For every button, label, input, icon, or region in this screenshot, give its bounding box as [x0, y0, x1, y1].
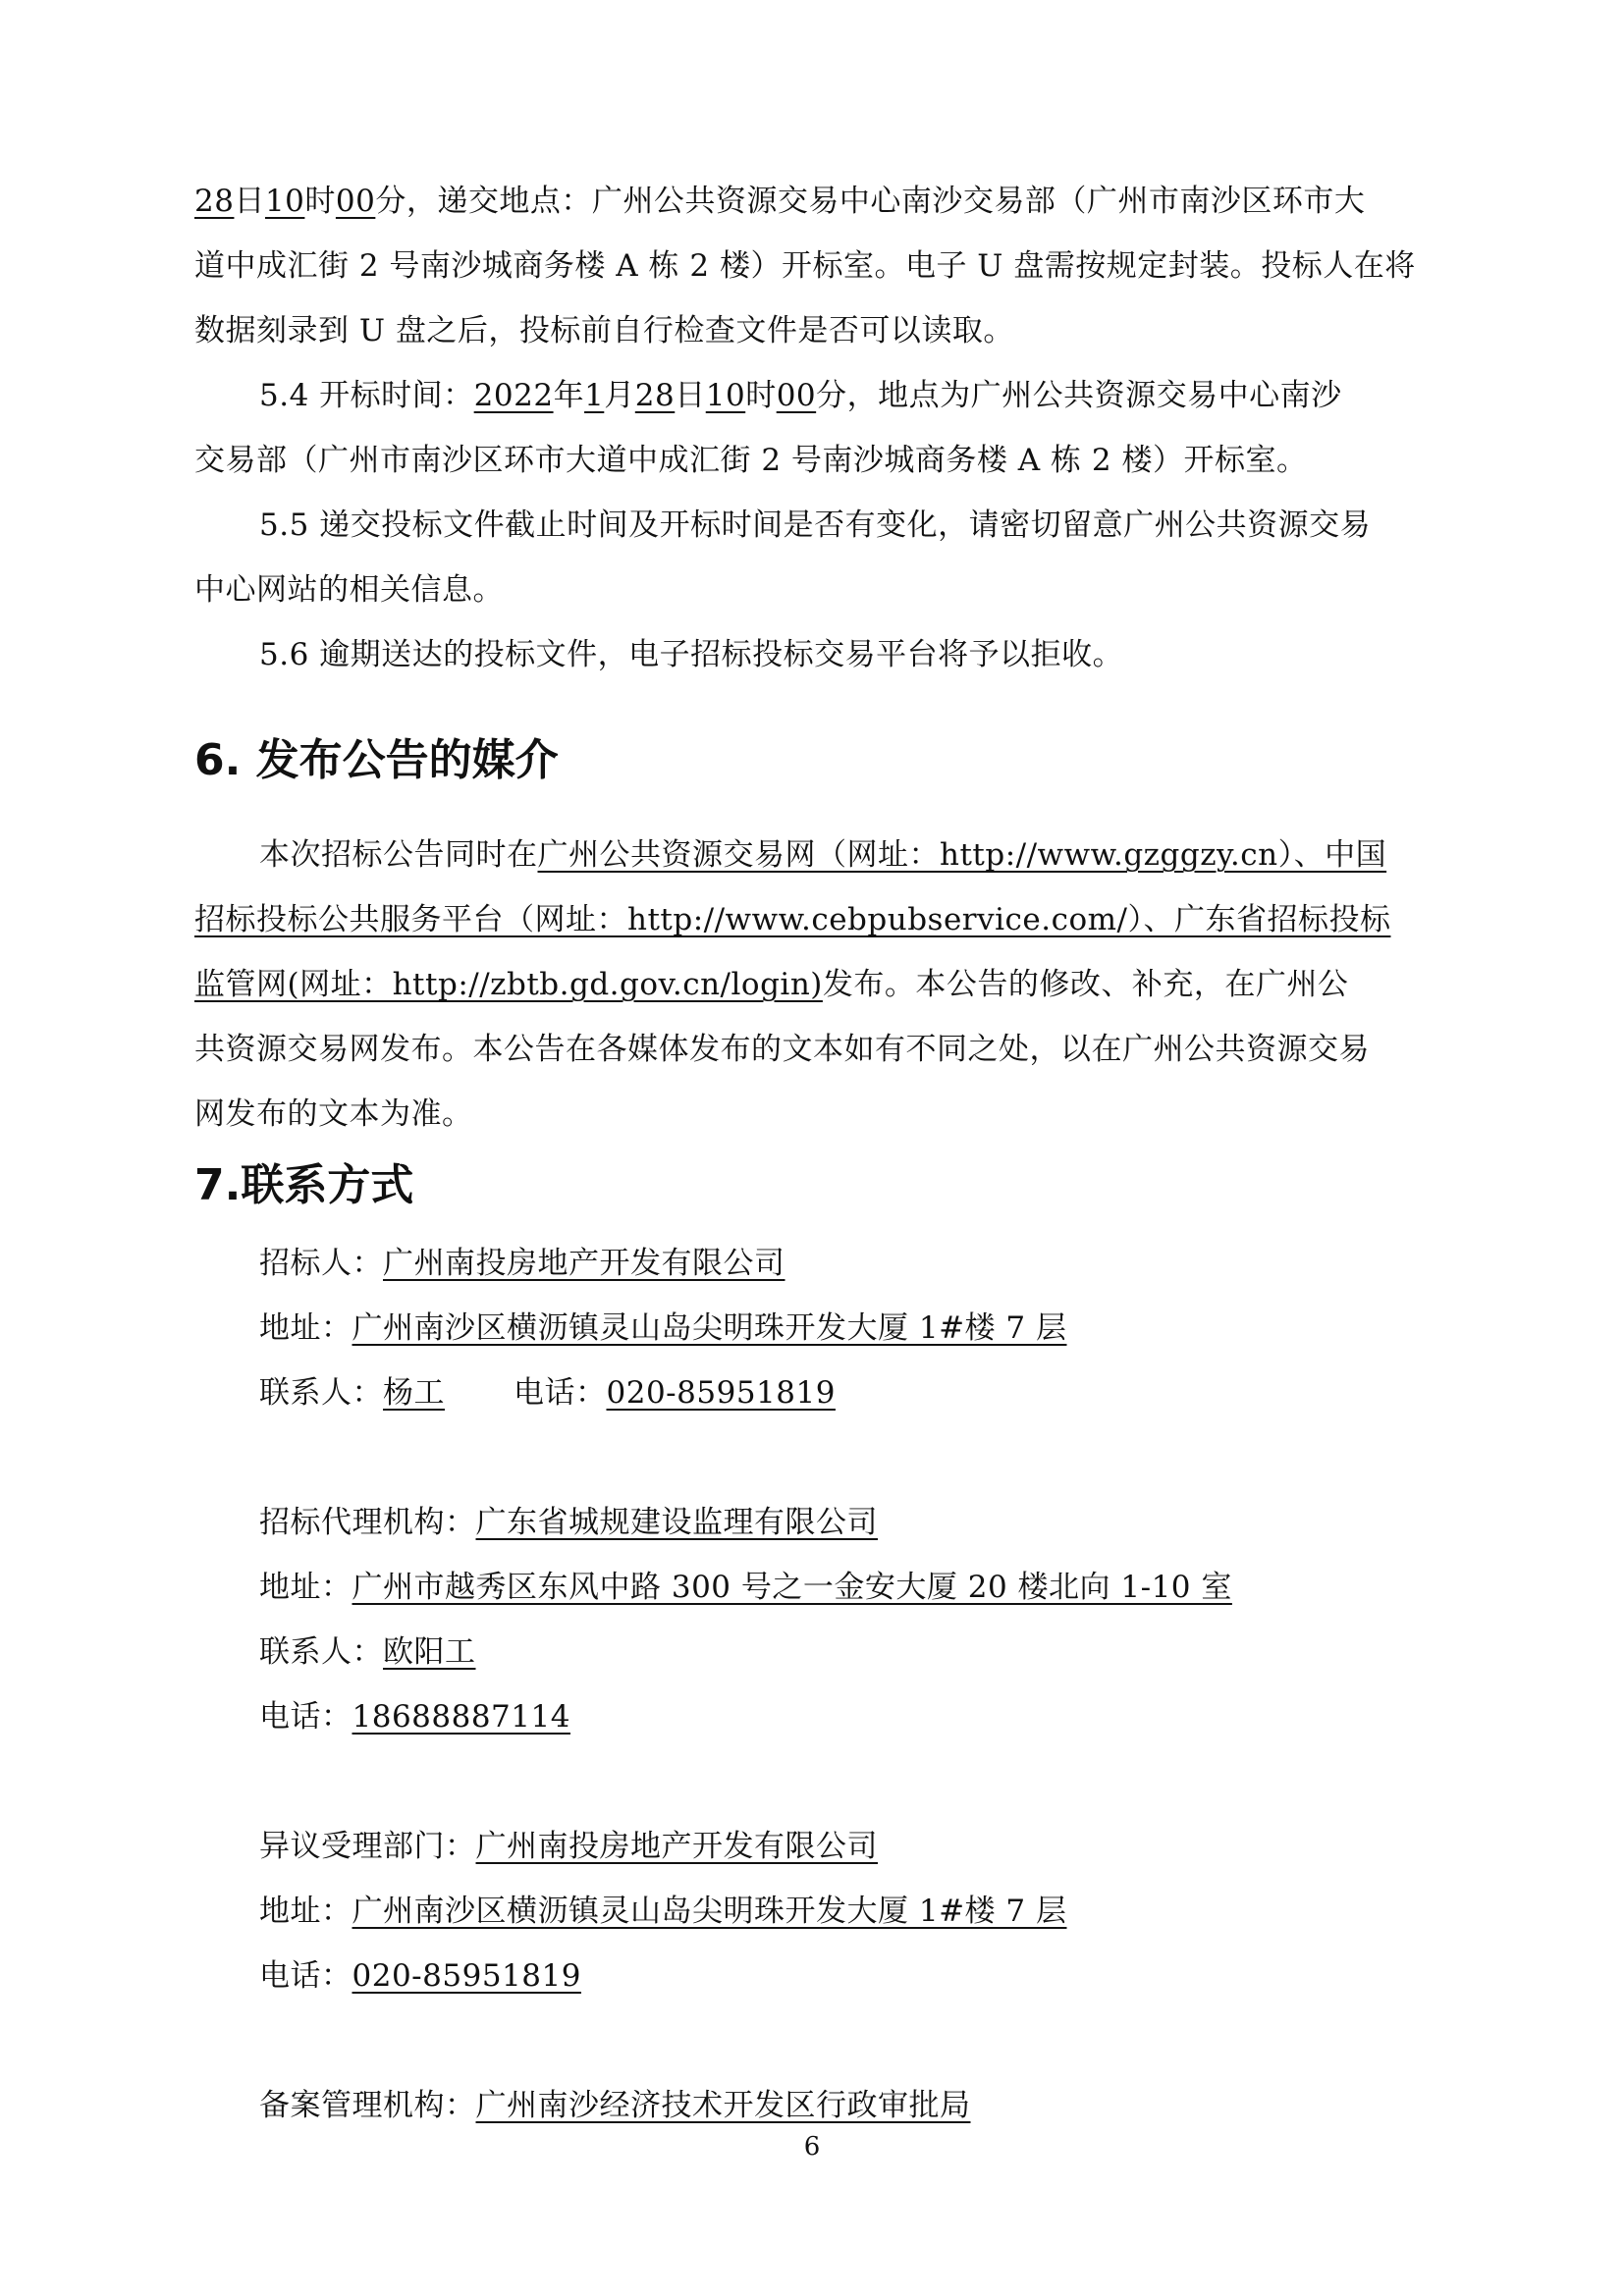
objection-phone: 020-85951819	[352, 1958, 581, 1994]
time-minute: 00	[776, 378, 817, 413]
text: 5.4 开标时间：	[259, 378, 474, 413]
tenderer-contact: 杨工	[383, 1375, 445, 1411]
time-minute: 00	[335, 184, 376, 219]
objection-line	[259, 1814, 1441, 1879]
label: 地址：	[259, 1894, 352, 1929]
text: 年	[553, 378, 585, 413]
text: 时	[745, 378, 777, 413]
label: 异议受理部门：	[259, 1829, 476, 1864]
agent-phone-line	[259, 1684, 1441, 1749]
text: 分，递交地点：广州公共资源交易中心南沙交易部（广州市南沙区环市大	[375, 184, 1366, 219]
label: 招标代理机构：	[259, 1505, 476, 1540]
text: 发布。本公告的修改、补充，在广州公	[822, 967, 1349, 1002]
date-day: 28	[634, 378, 676, 413]
record-agency-line	[259, 2073, 1441, 2138]
record-agency: 广州南沙经济技术开发区行政审批局	[475, 2088, 971, 2123]
text: 分，地点为广州公共资源交易中心南沙	[816, 378, 1342, 413]
agent-name: 广东省城规建设监理有限公司	[475, 1505, 878, 1540]
text: 月	[604, 378, 635, 413]
section-heading: 7.联系方式	[194, 1160, 414, 1210]
agent-line	[259, 1490, 1441, 1555]
date-day: 28	[194, 184, 235, 219]
text: 日	[675, 378, 706, 413]
paragraph-line: 交易部（广州市南沙区环市大道中成汇街 2 号南沙城商务楼 A 栋 2 楼）开标室。	[194, 443, 1308, 478]
tenderer-line	[259, 1231, 1441, 1296]
tenderer-contact-line	[259, 1361, 1441, 1425]
paragraph-line: 共资源交易网发布。本公告在各媒体发布的文本如有不同之处，以在广州公共资源交易	[194, 1032, 1370, 1067]
objection-address: 广州南沙区横沥镇灵山岛尖明珠开发大厦 1#楼 7 层	[352, 1894, 1067, 1929]
agent-address-line	[259, 1555, 1441, 1620]
media-link: 广州公共资源交易网（网址：http://www.gzggzy.cn）、中国	[537, 837, 1387, 873]
date-year: 2022	[473, 378, 554, 413]
paragraph-line: 数据刻录到 U 盘之后，投标前自行检查文件是否可以读取。	[194, 313, 1014, 348]
label: 招标人：	[259, 1246, 383, 1281]
paragraph-line: 道中成汇街 2 号南沙城商务楼 A 栋 2 楼）开标室。电子 U 盘需按规定封装。投标人在将	[194, 248, 1416, 284]
paragraph-line: 网发布的文本为准。	[194, 1096, 473, 1132]
item-5-6: 5.6 逾期送达的投标文件，电子招标投标交易平台将予以拒收。	[259, 637, 1124, 672]
text: 日	[234, 184, 265, 219]
time-hour: 10	[264, 184, 305, 219]
date-month: 1	[584, 378, 605, 413]
paragraph-line	[194, 169, 1441, 234]
paragraph-line	[194, 887, 1441, 952]
text: 时	[304, 184, 336, 219]
paragraph-line	[194, 952, 1441, 1017]
label: 备案管理机构：	[259, 2088, 476, 2123]
text: 本次招标公告同时在	[259, 837, 538, 873]
agent-phone: 18688887114	[352, 1699, 570, 1735]
label: 联系人：	[259, 1634, 383, 1670]
objection-address-line	[259, 1879, 1441, 1944]
label: 电话：	[514, 1375, 607, 1411]
agent-contact: 欧阳工	[383, 1634, 476, 1670]
label: 地址：	[259, 1570, 352, 1605]
label: 电话：	[259, 1699, 352, 1735]
tenderer-address-line	[259, 1296, 1441, 1361]
tenderer-address: 广州南沙区横沥镇灵山岛尖明珠开发大厦 1#楼 7 层	[352, 1310, 1067, 1346]
label: 电话：	[259, 1958, 352, 1994]
objection-phone-line	[259, 1944, 1441, 2008]
media-link: 招标投标公共服务平台（网址：http://www.cebpubservice.com/）、广东省招标投标	[194, 902, 1391, 937]
time-hour: 10	[705, 378, 746, 413]
tenderer-name: 广州南投房地产开发有限公司	[383, 1246, 785, 1281]
item-5-5: 5.5 递交投标文件截止时间及开标时间是否有变化，请密切留意广州公共资源交易	[259, 507, 1372, 543]
paragraph-line: 中心网站的相关信息。	[194, 572, 504, 608]
page-number: 6	[803, 2132, 821, 2162]
paragraph-line	[259, 823, 1441, 887]
tenderer-phone: 020-85951819	[606, 1375, 836, 1411]
objection-dept: 广州南投房地产开发有限公司	[475, 1829, 878, 1864]
label: 地址：	[259, 1310, 352, 1346]
label: 联系人：	[259, 1375, 383, 1411]
agent-address: 广州市越秀区东风中路 300 号之一金安大厦 20 楼北向 1-10 室	[352, 1570, 1232, 1605]
item-5-4	[259, 363, 1441, 428]
agent-contact-line	[259, 1620, 1441, 1684]
section-heading: 6. 发布公告的媒介	[194, 735, 559, 785]
media-link: 监管网(网址：http://zbtb.gd.gov.cn/login)	[194, 967, 823, 1002]
